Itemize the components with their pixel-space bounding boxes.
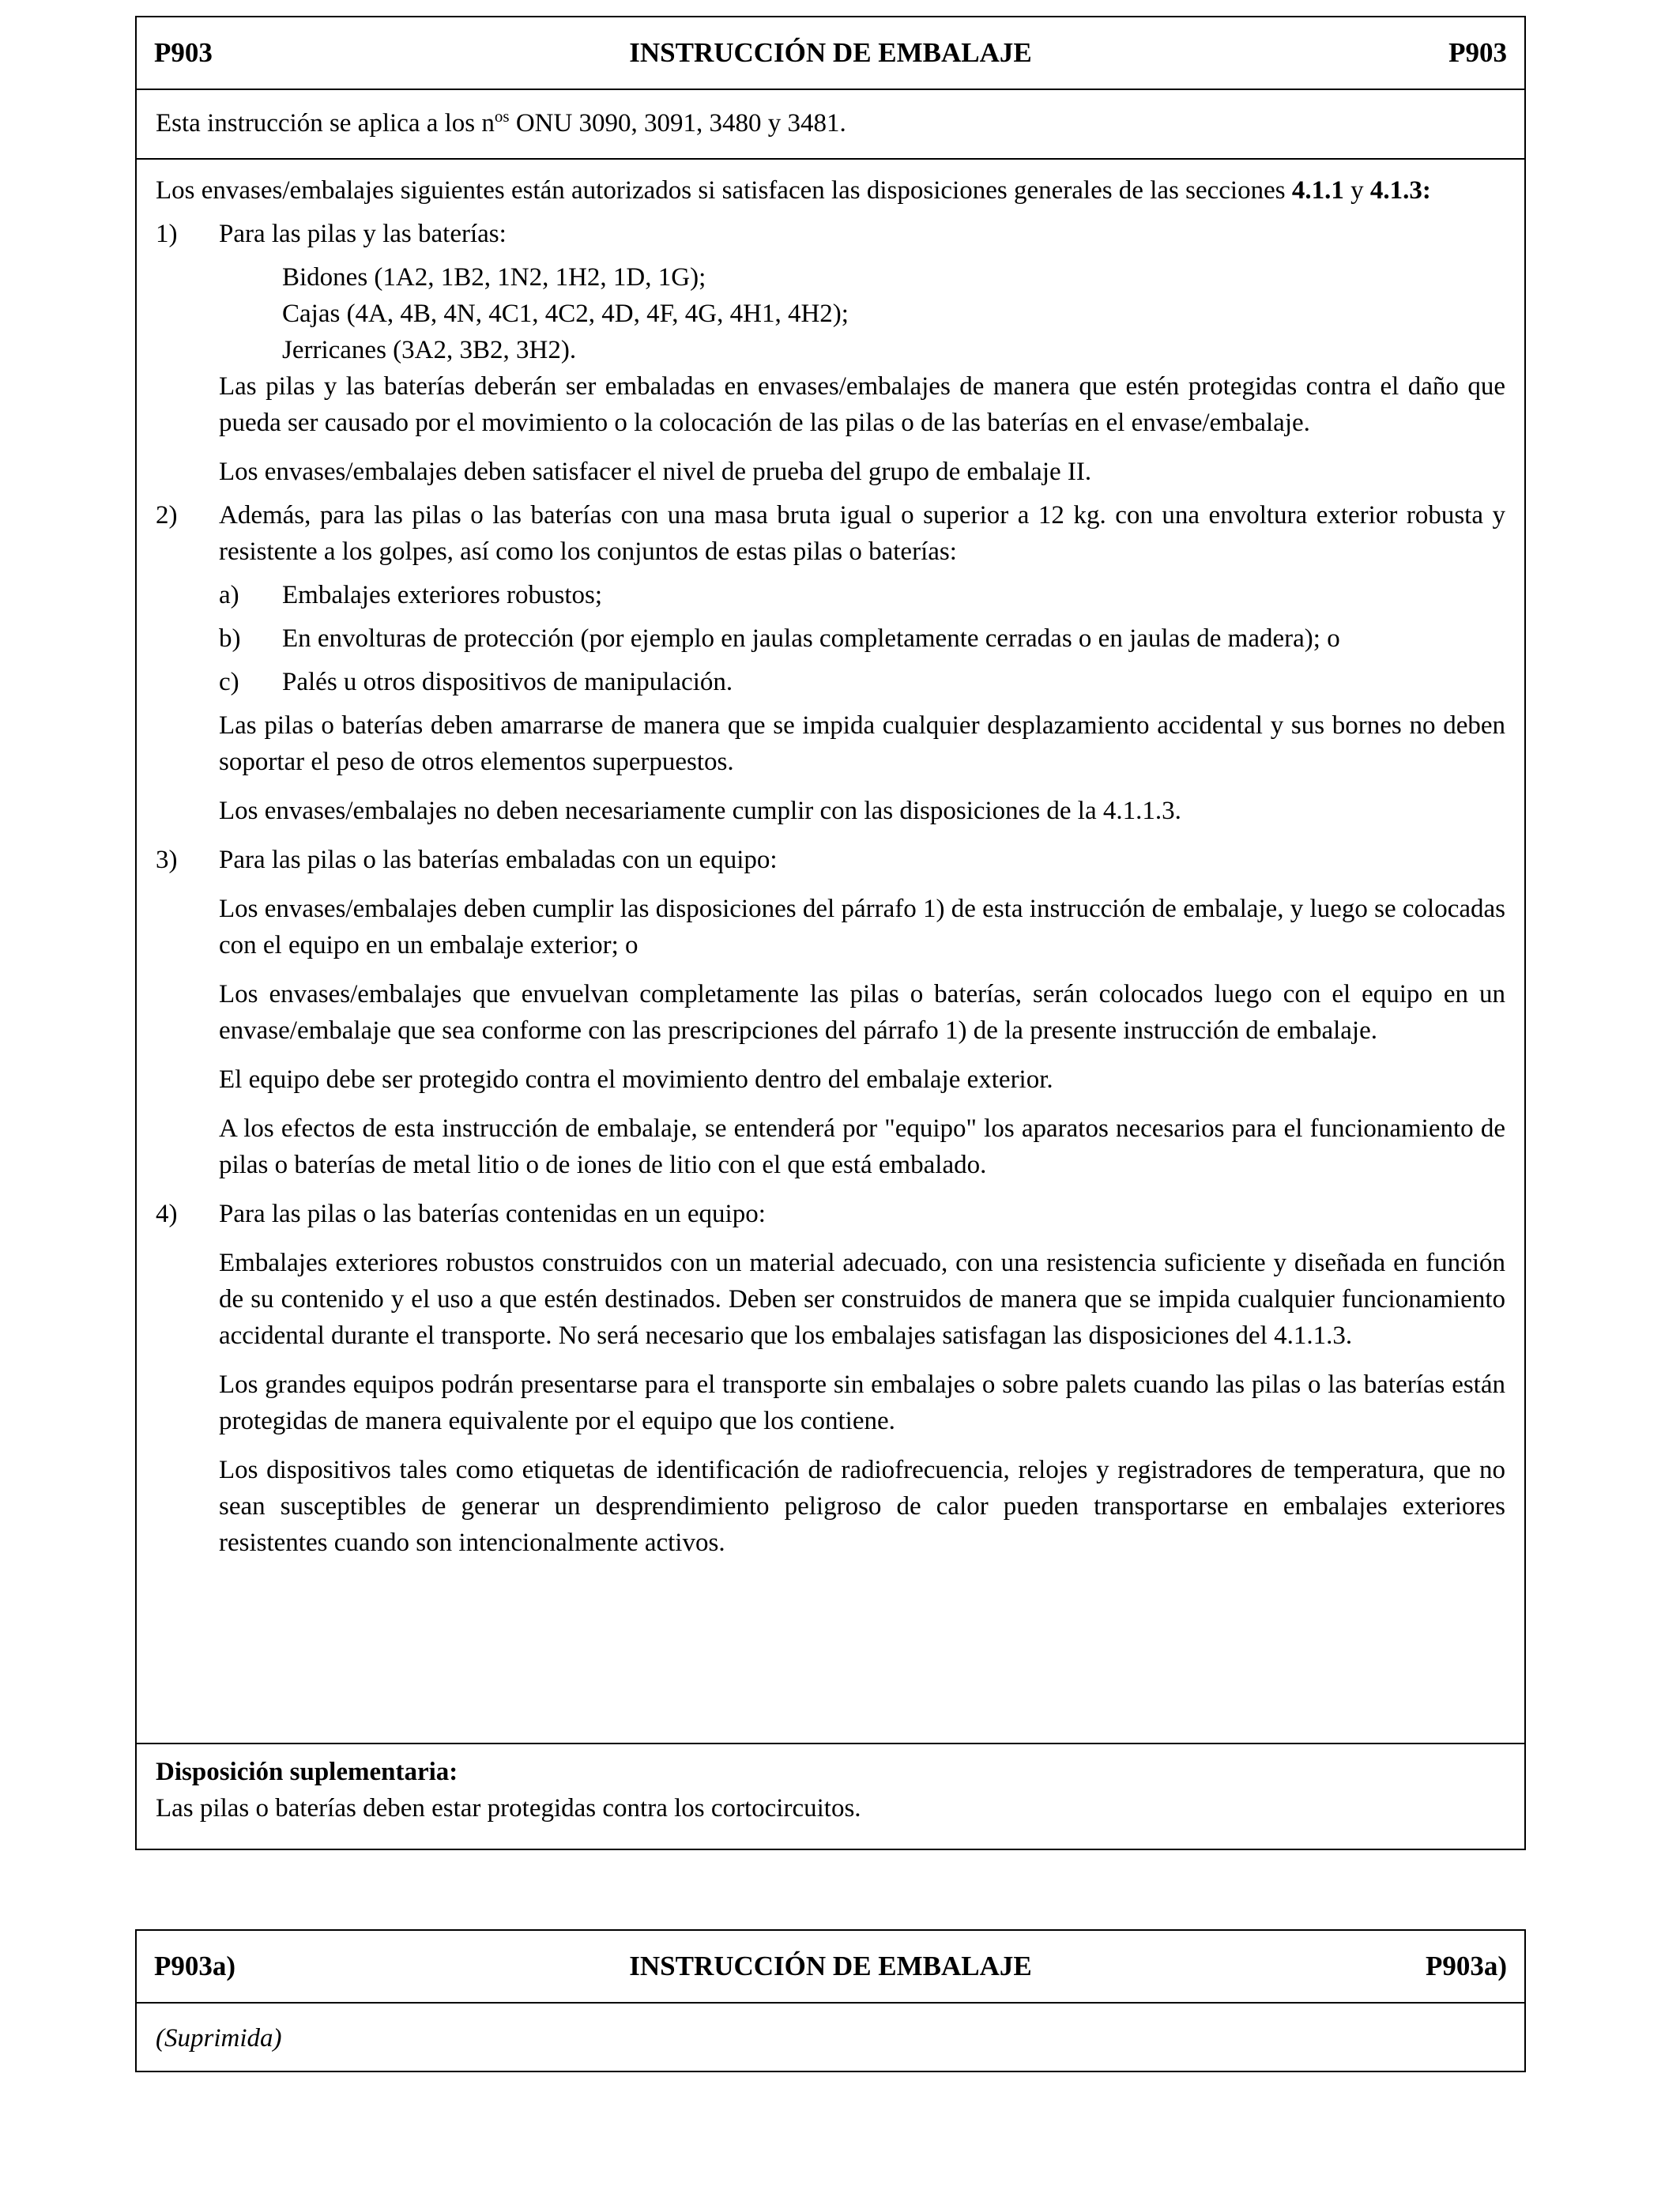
instruction-header (137, 17, 1524, 89)
paragraph: Los envases/embalajes no deben necesariamente cumplir con las disposiciones de la 4.1.1.3. (219, 797, 1181, 825)
packing-instruction-p903 (135, 16, 1526, 1850)
list-item-label: Para las pilas o las baterías embaladas con un equipo: (219, 846, 778, 874)
instruction-title: INSTRUCCIÓN DE EMBALAJE (629, 1951, 1032, 1981)
list-number: 1) (156, 220, 178, 248)
list-item-label: Además, para las pilas o las baterías con una masa bruta igual o superior a 12 kg. con una envoltura exterior robusta y resistente a los golpes, así como los conjuntos de estas pilas o baterías: (219, 501, 1505, 566)
list-item-3 (156, 842, 1505, 1183)
list-item-label: Para las pilas y las baterías: (219, 220, 507, 248)
list-item-label: Para las pilas o las baterías contenidas en un equipo: (219, 1200, 766, 1228)
sub-item-letter: a) (219, 581, 239, 609)
instruction-code-right: P903a) (1425, 1951, 1507, 1981)
list-item-2 (156, 497, 1505, 829)
list-number: 4) (156, 1200, 178, 1228)
paragraph: Los envases/embalajes deben satisfacer el nivel de prueba del grupo de embalaje II. (219, 458, 1092, 486)
paragraph: Embalajes exteriores robustos construidos con un material adecuado, con una resistencia suficiente y diseñada en función de su contenido y el uso a que estén destinados. Deben ser construidos de manera que se impida cualquier funcionamiento accidental durante el transporte. No será necesario que los embalajes satisfagan las disposiciones del 4.1.1.3. (219, 1249, 1505, 1350)
paragraph: Los envases/embalajes deben cumplir las disposiciones del párrafo 1) de esta instrucción de embalaje, y luego se colocadas con el equipo en un embalaje exterior; o (219, 895, 1505, 959)
instruction-body (137, 158, 1524, 1743)
list-number: 3) (156, 846, 178, 874)
supplementary-text: Las pilas o baterías deben estar protegidas contra los cortocircuitos. (156, 1794, 861, 1823)
sub-item-b (219, 620, 1505, 657)
applicability-text: Esta instrucción se aplica a los $n^{os}$ ONU 3090, 3091, 3480 y 3481. (156, 107, 846, 138)
supplementary-title: Disposición suplementaria: (156, 1758, 458, 1786)
instruction-header (137, 1931, 1524, 2002)
sub-item-text: Embalajes exteriores robustos; (282, 581, 603, 609)
list-item-1 (156, 216, 1505, 490)
packing-instruction-p903a (135, 1929, 1526, 2072)
list-number: 2) (156, 501, 178, 530)
list-item-4 (156, 1196, 1505, 1561)
instruction-code-left: P903a) (154, 1951, 236, 1981)
paragraph: Las pilas y las baterías deberán ser embaladas en envases/embalajes de manera que estén protegidas contra el daño que pueda ser causado por el movimiento o la colocación de las pilas o de las baterías en el envase/embalaje. (219, 372, 1505, 437)
applicability-row (137, 89, 1524, 158)
sub-item-text: Palés u otros dispositivos de manipulación. (282, 668, 733, 696)
sub-item-c (219, 664, 1505, 700)
sub-item-letter: b) (219, 624, 241, 653)
sub-item-a (219, 577, 1505, 613)
deleted-note: (Suprimida) (156, 2024, 282, 2053)
supplementary-provision (137, 1743, 1524, 1848)
authorized-packagings-text: Los envases/embalajes siguientes están autorizados si satisfacen las disposiciones generales de las secciones 4.1.1 y 4.1.3: (156, 176, 1431, 205)
paragraph: Los grandes equipos podrán presentarse para el transporte sin embalajes o sobre palets cuando las pilas o las baterías están protegidas de manera equivalente por el equipo que los contiene. (219, 1370, 1505, 1435)
paragraph: Los envases/embalajes que envuelvan completamente las pilas o baterías, serán colocados luego con el equipo en un envase/embalaje que sea conforme con las prescripciones del párrafo 1) de la presente instrucción de embalaje. (219, 980, 1505, 1045)
paragraph: Las pilas o baterías deben amarrarse de manera que se impida cualquier desplazamiento accidental y sus bornes no deben soportar el peso de otros elementos superpuestos. (219, 711, 1505, 776)
packaging-types (219, 259, 1505, 368)
paragraph: El equipo debe ser protegido contra el movimiento dentro del embalaje exterior. (219, 1065, 1053, 1094)
packaging-type: Bidones (1A2, 1B2, 1N2, 1H2, 1D, 1G); (282, 263, 706, 292)
instruction-code-left: P903 (154, 37, 213, 68)
instruction-title: INSTRUCCIÓN DE EMBALAJE (629, 37, 1032, 68)
packaging-type: Jerricanes (3A2, 3B2, 3H2). (282, 336, 577, 364)
sub-item-letter: c) (219, 668, 239, 696)
sub-item-text: En envolturas de protección (por ejemplo en jaulas completamente cerradas o en jaulas de madera); o (282, 624, 1340, 653)
deleted-note-row (137, 2002, 1524, 2072)
paragraph: Los dispositivos tales como etiquetas de identificación de radiofrecuencia, relojes y registradores de temperatura, que no sean susceptibles de generar un desprendimiento peligroso de calor pueden transportarse en embalajes exteriores resistentes cuando son intencionalmente activos. (219, 1456, 1505, 1557)
paragraph: A los efectos de esta instrucción de embalaje, se entenderá por "equipo" los aparatos necesarios para el funcionamiento de pilas o baterías de metal litio o de iones de litio con el que está embalado. (219, 1114, 1505, 1179)
packaging-type: Cajas (4A, 4B, 4N, 4C1, 4C2, 4D, 4F, 4G, 4H1, 4H2); (282, 300, 849, 328)
instruction-code-right: P903 (1448, 37, 1507, 68)
